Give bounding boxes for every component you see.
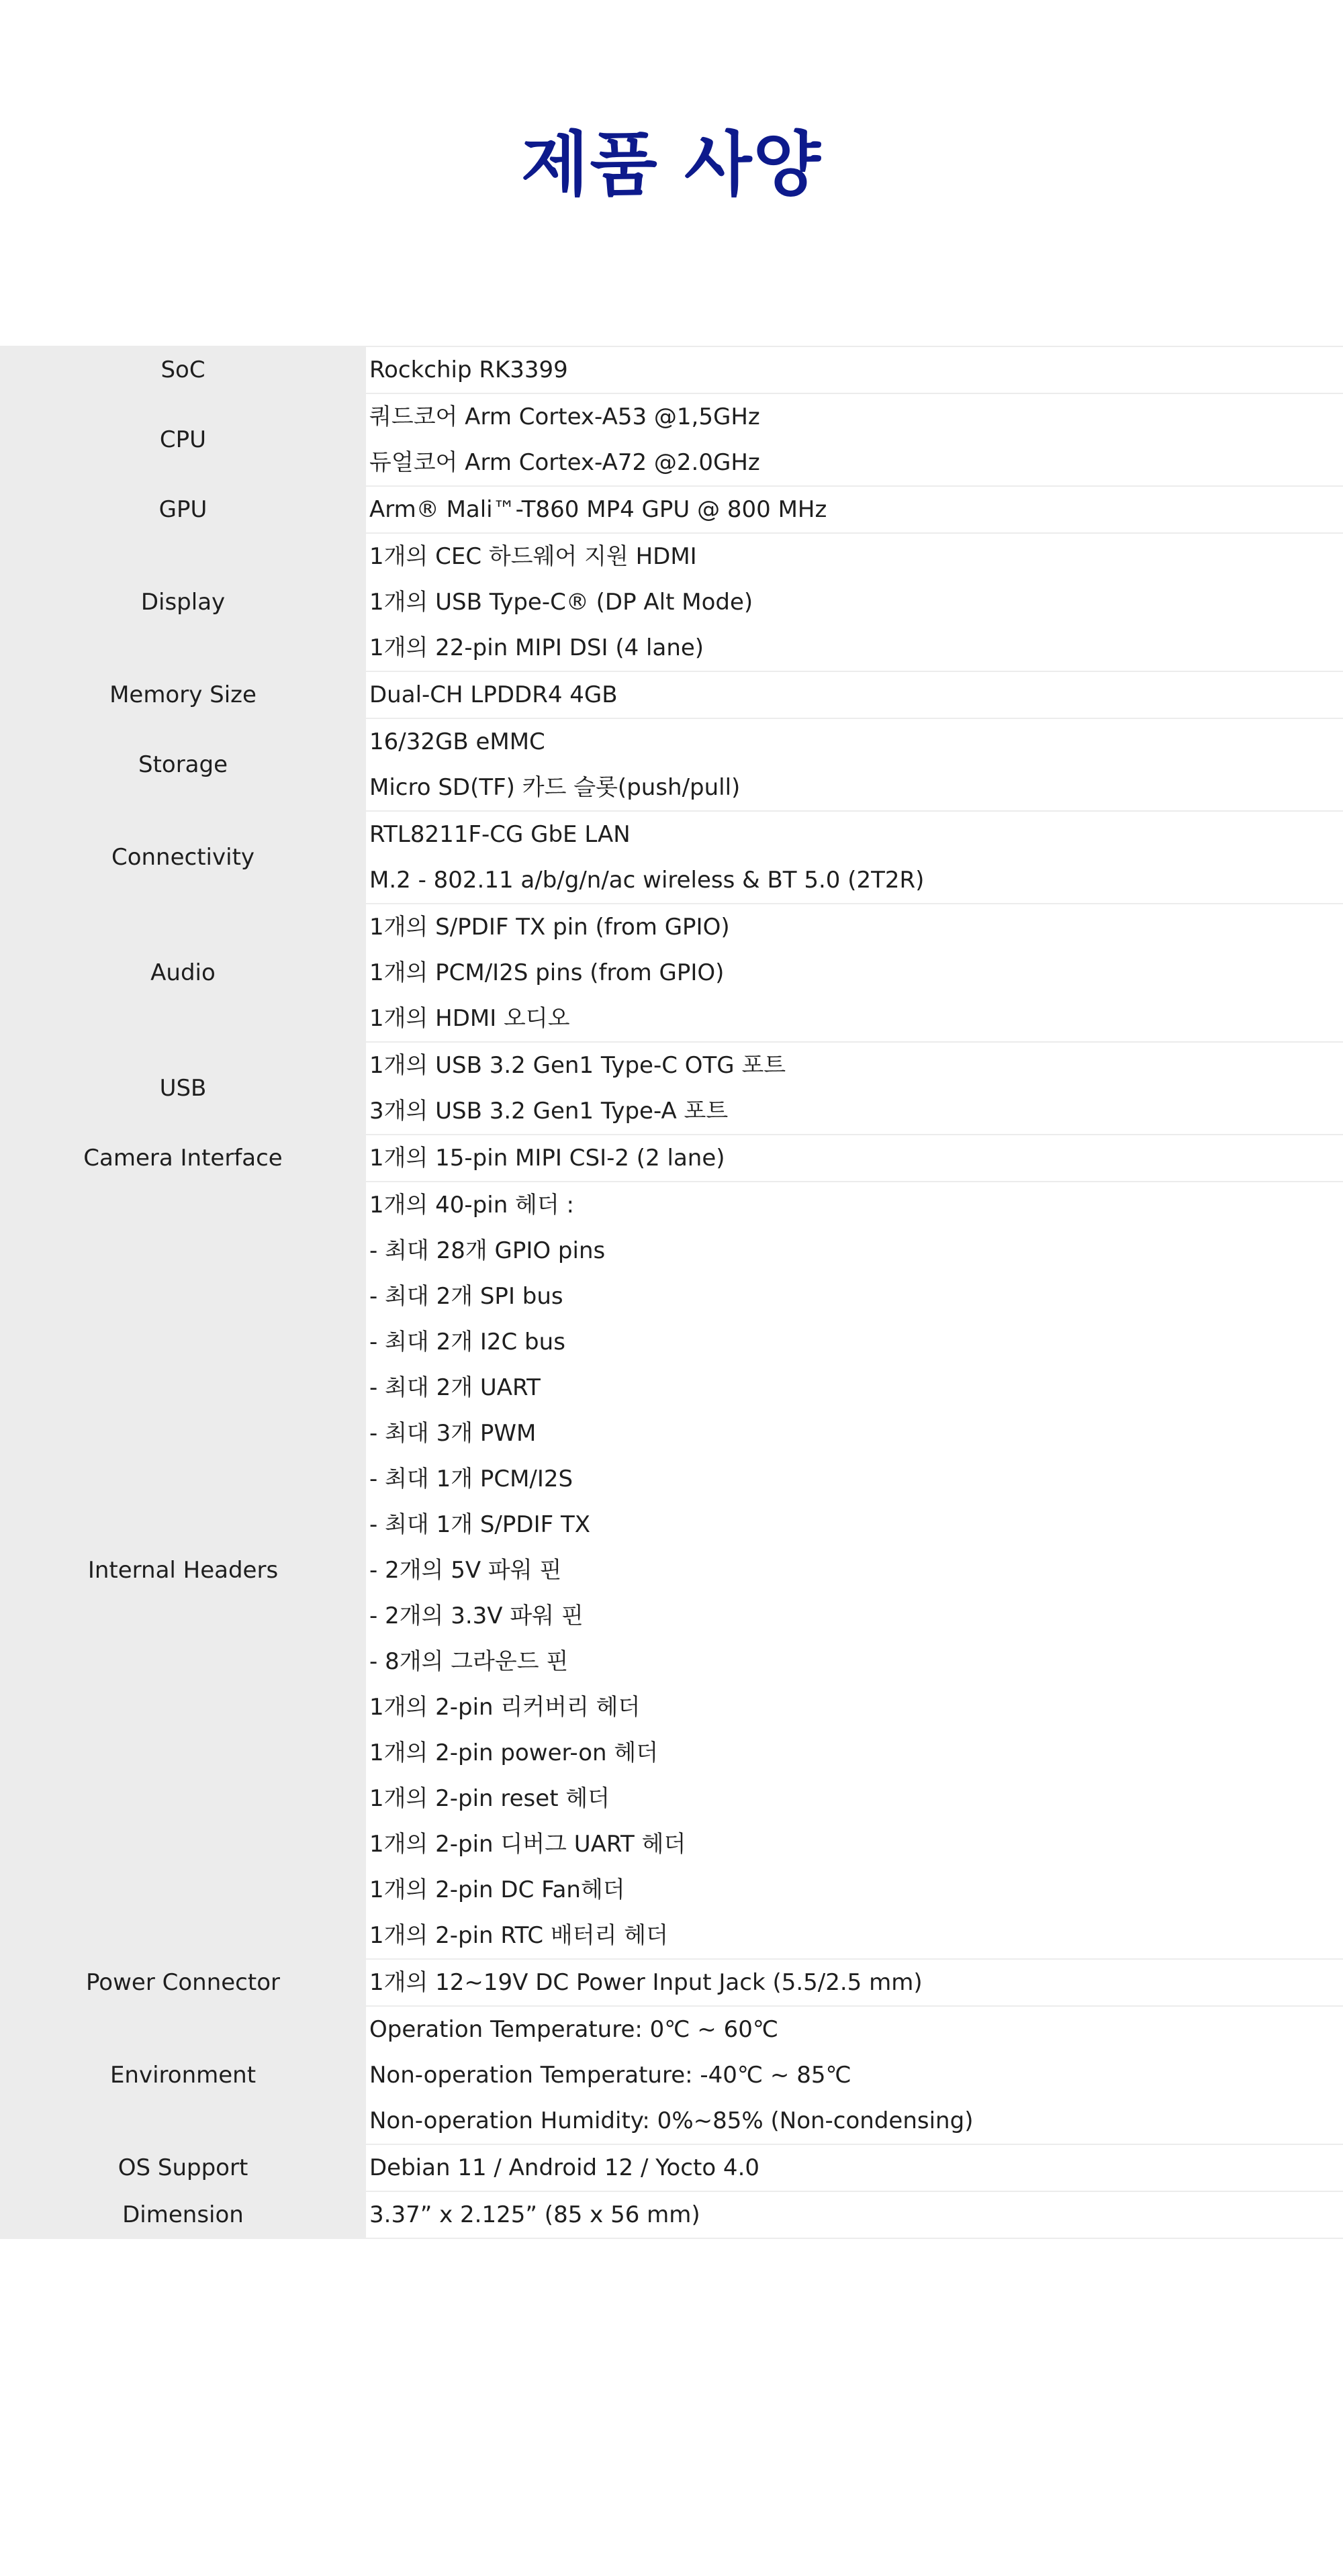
spec-row (0, 1181, 1343, 1958)
spec-value: 16/32GB eMMC (369, 728, 545, 755)
spec-value: 1개의 12~19V DC Power Input Jack (5.5/2.5 mm) (369, 1969, 923, 1996)
spec-value: 3개의 USB 3.2 Gen1 Type-A 포트 (369, 1098, 729, 1125)
spec-value: - 최대 2개 I2C bus (369, 1329, 565, 1355)
spec-value: 듀얼코어 Arm Cortex-A72 @2.0GHz (369, 449, 760, 476)
spec-value: Non-operation Temperature: -40℃ ~ 85℃ (369, 2062, 851, 2089)
spec-value: M.2 - 802.11 a/b/g/n/ac wireless & BT 5.0 (2T2R) (369, 867, 925, 894)
spec-row (0, 671, 1343, 718)
spec-row (0, 903, 1343, 1041)
spec-value: 1개의 22-pin MIPI DSI (4 lane) (369, 634, 704, 661)
spec-row (0, 393, 1343, 485)
spec-row (0, 532, 1343, 671)
spec-values (366, 1960, 1343, 2005)
spec-value: - 최대 1개 S/PDIF TX (369, 1511, 591, 1538)
spec-row (0, 1958, 1343, 2005)
spec-value: Non-operation Humidity: 0%~85% (Non-condensing) (369, 2107, 974, 2134)
spec-label: Internal Headers (0, 1182, 366, 1958)
spec-label: Camera Interface (0, 1135, 366, 1181)
page-title: 제품 사양 (520, 124, 823, 205)
spec-label: CPU (0, 394, 366, 485)
spec-value: Dual-CH LPDDR4 4GB (369, 681, 618, 708)
spec-value: 1개의 USB Type-C® (DP Alt Mode) (369, 589, 753, 616)
spec-value: 1개의 40-pin 헤더 : (369, 1192, 574, 1219)
spec-value: RTL8211F-CG GbE LAN (369, 821, 631, 848)
spec-values (366, 2007, 1343, 2144)
spec-value: 1개의 USB 3.2 Gen1 Type-C OTG 포트 (369, 1052, 786, 1079)
spec-values (366, 394, 1343, 485)
spec-value: - 2개의 5V 파워 핀 (369, 1557, 562, 1584)
spec-value: 1개의 2-pin 디버그 UART 헤더 (369, 1831, 686, 1858)
spec-label: Dimension (0, 2192, 366, 2238)
spec-label: Display (0, 534, 366, 671)
spec-value: 쿼드코어 Arm Cortex-A53 @1,5GHz (369, 403, 760, 430)
spec-label: OS Support (0, 2145, 366, 2191)
spec-row (0, 2144, 1343, 2191)
spec-label: Connectivity (0, 812, 366, 903)
spec-row (0, 1041, 1343, 1134)
spec-value: 1개의 2-pin DC Fan헤더 (369, 1876, 625, 1903)
spec-values (366, 719, 1343, 810)
spec-value: - 최대 2개 SPI bus (369, 1283, 563, 1310)
spec-value: Micro SD(TF) 카드 슬롯(push/pull) (369, 774, 741, 801)
spec-row (0, 2005, 1343, 2144)
spec-value: 3.37” x 2.125” (85 x 56 mm) (369, 2201, 700, 2228)
spec-value: 1개의 HDMI 오디오 (369, 1005, 570, 1032)
spec-values (366, 347, 1343, 393)
spec-row (0, 346, 1343, 393)
spec-value: Debian 11 / Android 12 / Yocto 4.0 (369, 2154, 760, 2181)
spec-values (366, 1182, 1343, 1958)
spec-label: GPU (0, 487, 366, 532)
spec-value: 1개의 2-pin power-on 헤더 (369, 1739, 659, 1766)
spec-value: - 최대 2개 UART (369, 1374, 541, 1401)
spec-row (0, 1134, 1343, 1181)
spec-table (0, 346, 1343, 2239)
spec-row (0, 810, 1343, 903)
spec-row (0, 485, 1343, 532)
spec-value: 1개의 2-pin 리커버리 헤더 (369, 1694, 641, 1721)
spec-values (366, 2145, 1343, 2191)
spec-values (366, 812, 1343, 903)
spec-values (366, 487, 1343, 532)
spec-values (366, 1043, 1343, 1134)
spec-value: 1개의 S/PDIF TX pin (from GPIO) (369, 914, 730, 941)
spec-values (366, 2192, 1343, 2238)
spec-value: 1개의 CEC 하드웨어 지원 HDMI (369, 543, 697, 570)
spec-label: SoC (0, 347, 366, 393)
spec-value: Rockchip RK3399 (369, 356, 568, 383)
spec-label: USB (0, 1043, 366, 1134)
spec-label: Environment (0, 2007, 366, 2144)
spec-label: Audio (0, 904, 366, 1041)
spec-label: Power Connector (0, 1960, 366, 2005)
spec-row (0, 2191, 1343, 2239)
spec-label: Memory Size (0, 672, 366, 718)
spec-values (366, 534, 1343, 671)
spec-value: Arm® Mali™-T860 MP4 GPU @ 800 MHz (369, 496, 827, 523)
spec-value: 1개의 15-pin MIPI CSI-2 (2 lane) (369, 1145, 725, 1172)
spec-value: 1개의 PCM/I2S pins (from GPIO) (369, 959, 725, 986)
spec-row (0, 718, 1343, 810)
spec-values (366, 672, 1343, 718)
spec-value: - 최대 28개 GPIO pins (369, 1237, 606, 1264)
spec-value: 1개의 2-pin RTC 배터리 헤더 (369, 1922, 668, 1949)
spec-value: - 최대 1개 PCM/I2S (369, 1466, 573, 1492)
spec-value: Operation Temperature: 0℃ ~ 60℃ (369, 2016, 779, 2043)
spec-value: 1개의 2-pin reset 헤더 (369, 1785, 610, 1812)
spec-value: - 최대 3개 PWM (369, 1420, 537, 1447)
spec-label: Storage (0, 719, 366, 810)
spec-values (366, 904, 1343, 1041)
spec-value: - 8개의 그라운드 핀 (369, 1648, 569, 1675)
spec-values (366, 1135, 1343, 1181)
spec-value: - 2개의 3.3V 파워 핀 (369, 1603, 584, 1629)
